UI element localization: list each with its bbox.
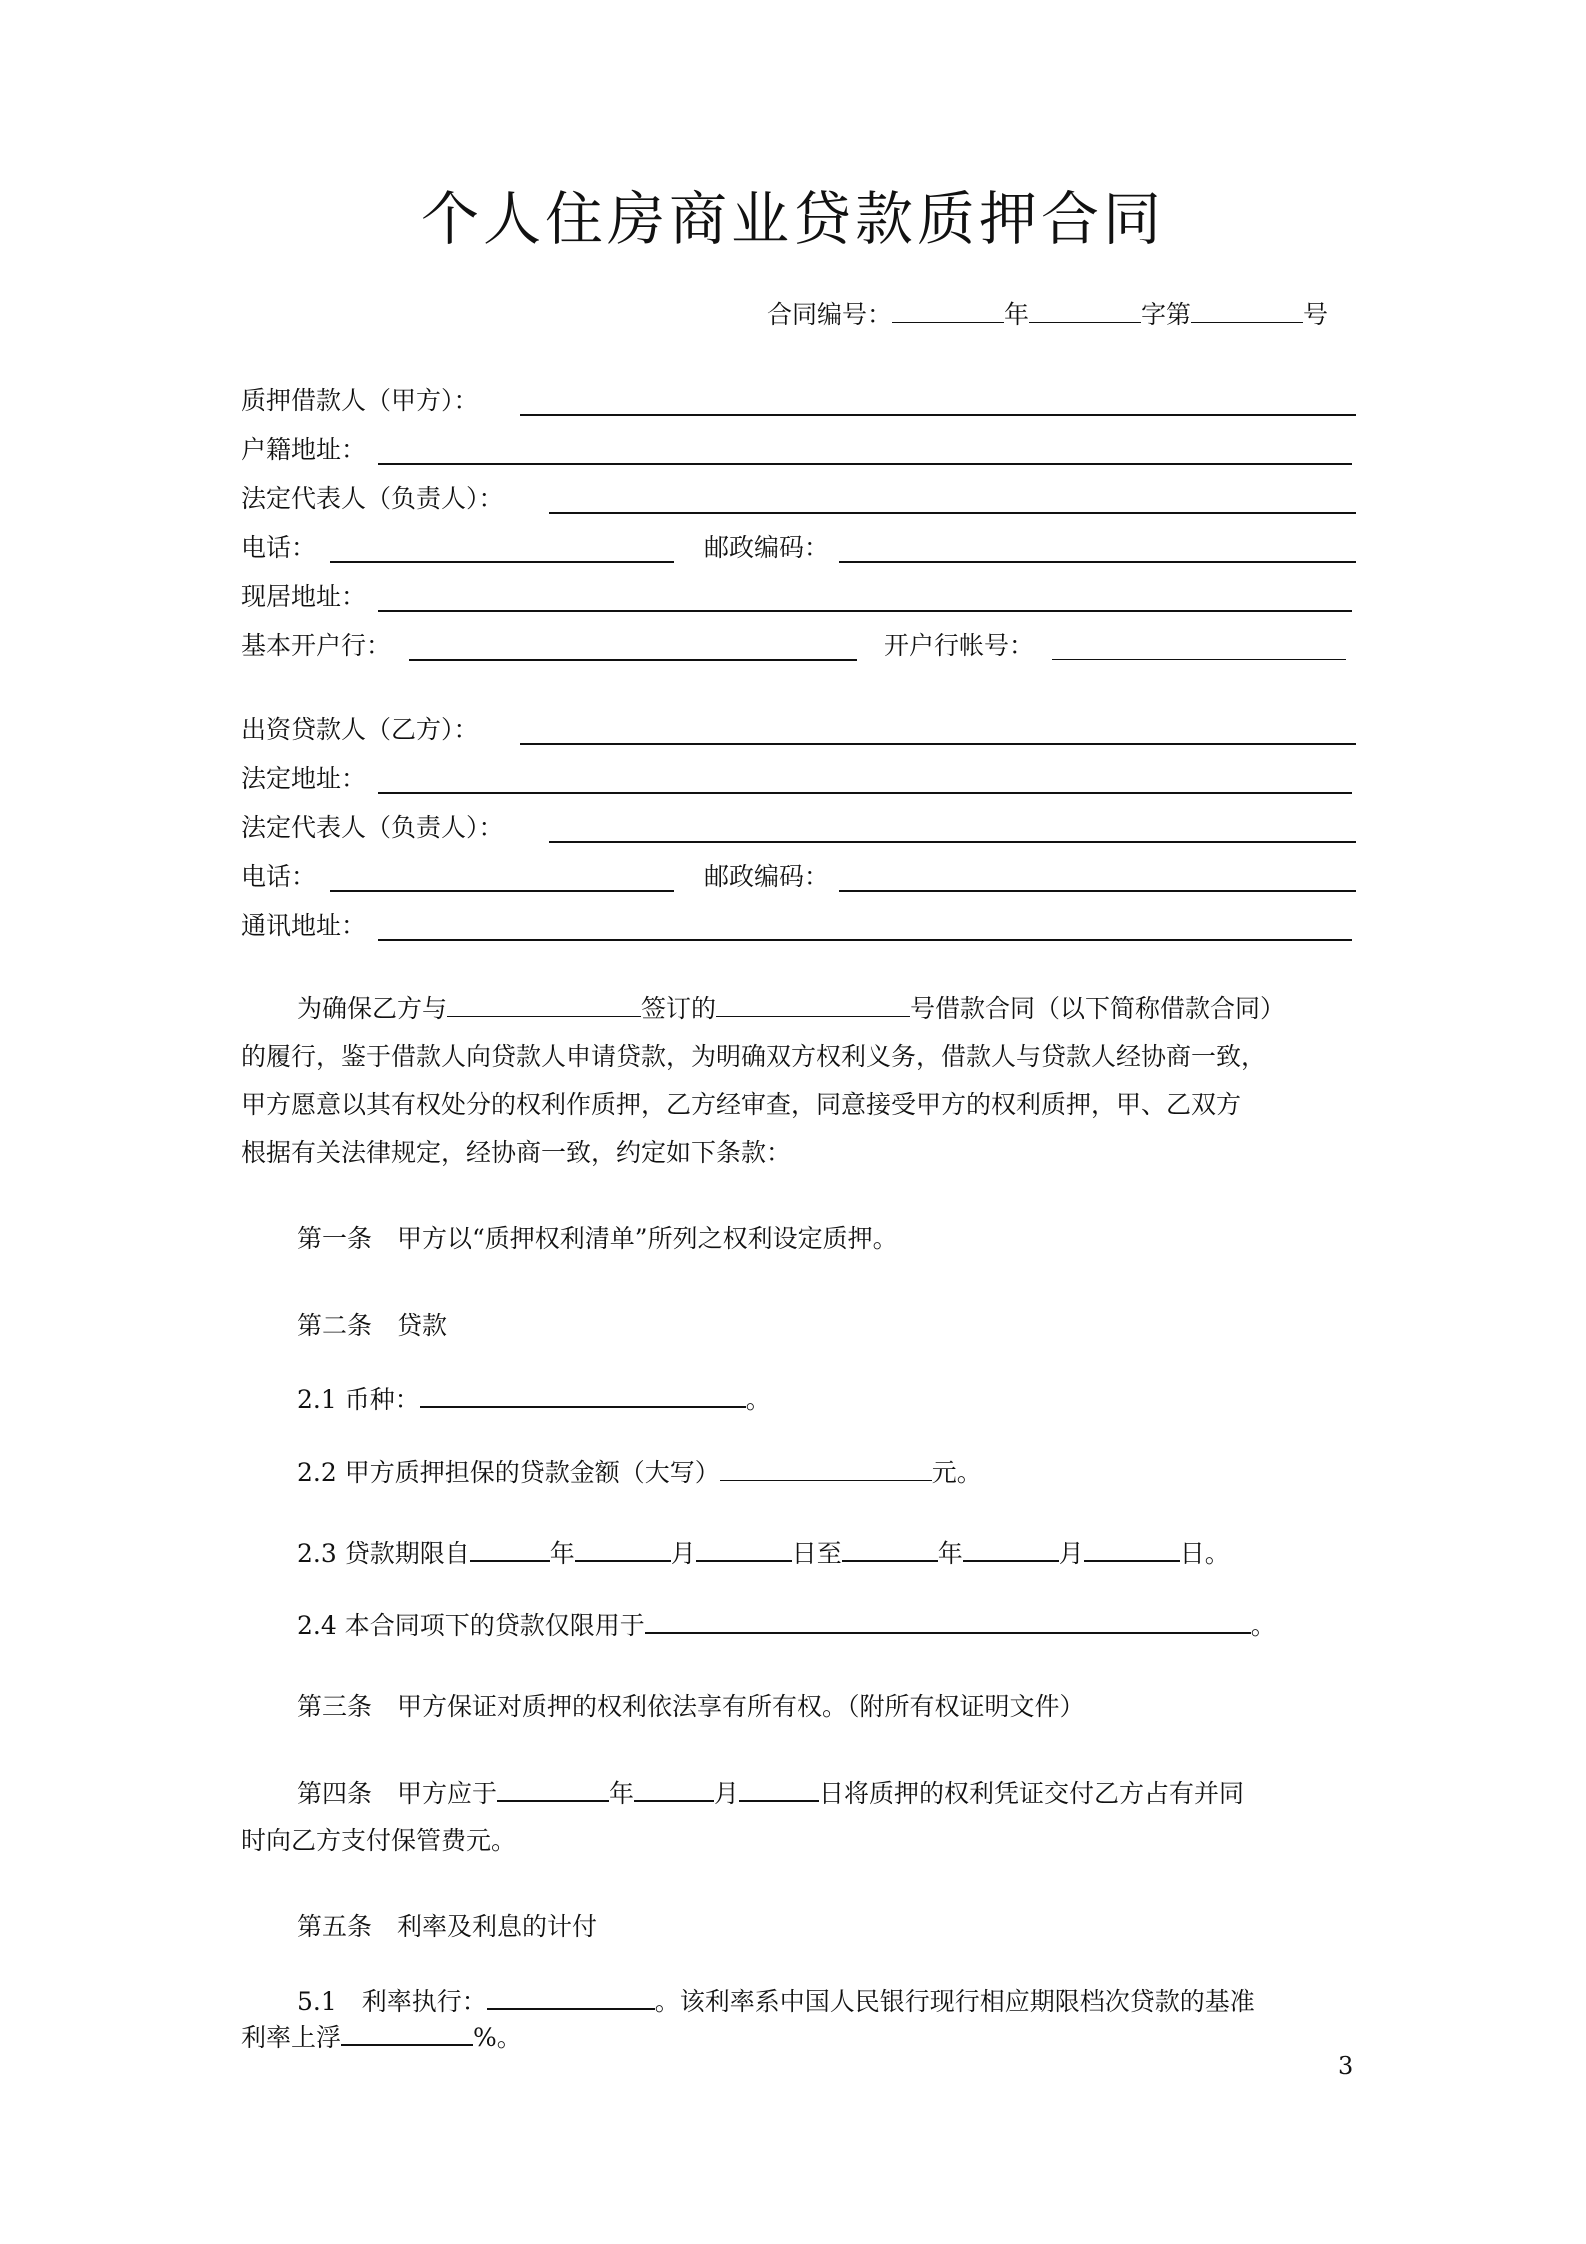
intro-line-1 — [297, 992, 1285, 1026]
contract-number-label: 合同编号： — [767, 300, 893, 329]
party-a-bank-row — [241, 629, 1356, 663]
term-end-day-label: 日。 — [1179, 1539, 1230, 1568]
party-b-phone-row — [241, 860, 1356, 894]
party-a-current-addr-blank[interactable] — [378, 610, 1352, 612]
party-a-phone-row — [241, 531, 1356, 565]
term-start-year-label: 年 — [549, 1539, 575, 1568]
currency-blank[interactable] — [420, 1382, 746, 1408]
interest-rate-blank[interactable] — [487, 1984, 655, 2010]
contract-zi-blank[interactable] — [1029, 298, 1141, 323]
party-a-current-addr-row — [241, 580, 1356, 614]
intro-party-blank[interactable] — [447, 992, 641, 1017]
loan-purpose-end: 。 — [1250, 1611, 1276, 1640]
party-a-borrower-blank[interactable] — [520, 414, 1356, 416]
intro-text-3: 号借款合同（以下简称借款合同） — [910, 994, 1286, 1023]
document-title: 个人住房商业贷款质押合同 — [420, 185, 1165, 253]
delivery-day-blank[interactable] — [739, 1776, 819, 1802]
loan-term-label: 2.3 贷款期限自 — [297, 1539, 470, 1568]
party-a-legal-rep-blank[interactable] — [549, 512, 1356, 514]
party-b-legal-addr-label: 法定地址： — [241, 764, 367, 793]
party-a-household-blank[interactable] — [378, 463, 1352, 465]
party-a-account-label: 开户行帐号： — [884, 631, 1035, 660]
article-5-1-line-2 — [241, 2020, 522, 2054]
term-start-day-blank[interactable] — [696, 1536, 792, 1562]
page-number: 3 — [1338, 2052, 1354, 2080]
intro-line-2: 的履行，鉴于借款人向贷款人申请贷款，为明确双方权利义务，借款人与贷款人经协商一致， — [241, 1042, 1267, 1071]
article-4-line-2: 时向乙方支付保管费元。 — [241, 1826, 517, 1855]
term-start-year-blank[interactable] — [470, 1536, 550, 1562]
party-b-legal-rep-blank[interactable] — [549, 841, 1356, 843]
delivery-year-label: 年 — [609, 1779, 635, 1808]
party-a-postcode-blank[interactable] — [839, 561, 1356, 563]
term-end-year-blank[interactable] — [842, 1536, 938, 1562]
article-5-heading: 第五条 利率及利息的计付 — [297, 1912, 598, 1941]
contract-number-line — [767, 298, 1328, 332]
contract-year-label: 年 — [1004, 300, 1030, 329]
party-b-legal-rep-row — [241, 811, 1356, 845]
loan-purpose-label: 2.4 本合同项下的贷款仅限用于 — [297, 1611, 645, 1640]
party-a-postcode-label: 邮政编码： — [704, 533, 830, 562]
party-a-phone-label: 电话： — [241, 533, 317, 562]
party-a-bank-blank[interactable] — [409, 659, 857, 661]
article-4-line-1 — [297, 1776, 1244, 1810]
term-end-day-blank[interactable] — [1084, 1536, 1180, 1562]
contract-hao-blank[interactable] — [1191, 298, 1303, 323]
party-b-legal-rep-label: 法定代表人（负责人）： — [241, 813, 504, 842]
loan-amount-label: 2.2 甲方质押担保的贷款金额（大写） — [297, 1458, 720, 1487]
intro-contract-no-blank[interactable] — [716, 992, 910, 1017]
term-end-month-label: 月 — [1058, 1539, 1084, 1568]
delivery-year-blank[interactable] — [497, 1776, 609, 1802]
loan-purpose-blank[interactable] — [645, 1608, 1251, 1634]
intro-line-3: 甲方愿意以其有权处分的权利作质押，乙方经审查，同意接受甲方的权利质押，甲、乙双方 — [241, 1090, 1242, 1119]
delivery-date-label: 第四条 甲方应于 — [297, 1779, 498, 1808]
term-start-month-blank[interactable] — [575, 1536, 671, 1562]
party-b-mail-addr-label: 通讯地址： — [241, 911, 367, 940]
party-a-legal-rep-label: 法定代表人（负责人）： — [241, 484, 504, 513]
intro-text-1: 为确保乙方与 — [297, 994, 448, 1023]
party-a-account-blank[interactable] — [1052, 659, 1346, 660]
delivery-month-blank[interactable] — [634, 1776, 714, 1802]
currency-end: 。 — [745, 1385, 771, 1414]
term-start-month-label: 月 — [670, 1539, 696, 1568]
article-2-1 — [297, 1382, 771, 1416]
term-end-month-blank[interactable] — [963, 1536, 1059, 1562]
article-2-2 — [297, 1456, 982, 1490]
article-1: 第一条 甲方以“质押权利清单”所列之权利设定质押。 — [297, 1224, 898, 1253]
party-a-bank-label: 基本开户行： — [241, 631, 392, 660]
loan-amount-unit: 元。 — [931, 1458, 982, 1487]
party-a-borrower-label: 质押借款人（甲方）： — [241, 386, 479, 415]
rate-float-label: 利率上浮 — [241, 2023, 342, 2052]
article-2-4 — [297, 1608, 1276, 1642]
party-b-phone-label: 电话： — [241, 862, 317, 891]
rate-float-unit: %。 — [473, 2023, 522, 2052]
article-2-3 — [297, 1536, 1230, 1570]
party-a-current-addr-label: 现居地址： — [241, 582, 367, 611]
party-b-postcode-blank[interactable] — [839, 890, 1356, 892]
party-b-phone-blank[interactable] — [330, 890, 674, 892]
interest-rate-desc: 。该利率系中国人民银行现行相应期限档次贷款的基准 — [654, 1987, 1255, 2016]
contract-year-blank[interactable] — [892, 298, 1004, 323]
article-2-heading: 第二条 贷款 — [297, 1311, 448, 1340]
contract-zi-label: 字第 — [1141, 300, 1192, 329]
party-a-household-label: 户籍地址： — [241, 435, 367, 464]
party-b-mail-addr-blank[interactable] — [378, 939, 1352, 941]
rate-float-blank[interactable] — [341, 2020, 473, 2046]
party-b-legal-addr-blank[interactable] — [378, 792, 1352, 794]
term-start-day-label: 日至 — [791, 1539, 842, 1568]
party-a-phone-blank[interactable] — [330, 561, 674, 563]
delivery-day-label: 日将质押的权利凭证交付乙方占有并同 — [819, 1779, 1245, 1808]
party-b-postcode-label: 邮政编码： — [704, 862, 830, 891]
article-5-1-line-1 — [297, 1984, 1255, 2018]
delivery-month-label: 月 — [714, 1779, 740, 1808]
term-end-year-label: 年 — [937, 1539, 963, 1568]
loan-amount-blank[interactable] — [720, 1456, 932, 1481]
intro-text-2: 签订的 — [641, 994, 717, 1023]
party-a-borrower-row — [241, 384, 1356, 418]
party-b-lender-row — [241, 713, 1356, 747]
article-3: 第三条 甲方保证对质押的权利依法享有所有权。（附所有权证明文件） — [297, 1692, 1085, 1721]
party-a-household-row — [241, 433, 1356, 467]
party-b-lender-blank[interactable] — [520, 743, 1356, 745]
party-b-lender-label: 出资贷款人（乙方）： — [241, 715, 479, 744]
contract-hao-label: 号 — [1303, 300, 1329, 329]
party-b-legal-addr-row — [241, 762, 1356, 796]
interest-rate-label: 5.1 利率执行： — [297, 1987, 487, 2016]
party-a-legal-rep-row — [241, 482, 1356, 516]
party-b-mail-addr-row — [241, 909, 1356, 943]
currency-label: 2.1 币种： — [297, 1385, 420, 1414]
intro-line-4: 根据有关法律规定，经协商一致，约定如下条款： — [241, 1138, 792, 1167]
